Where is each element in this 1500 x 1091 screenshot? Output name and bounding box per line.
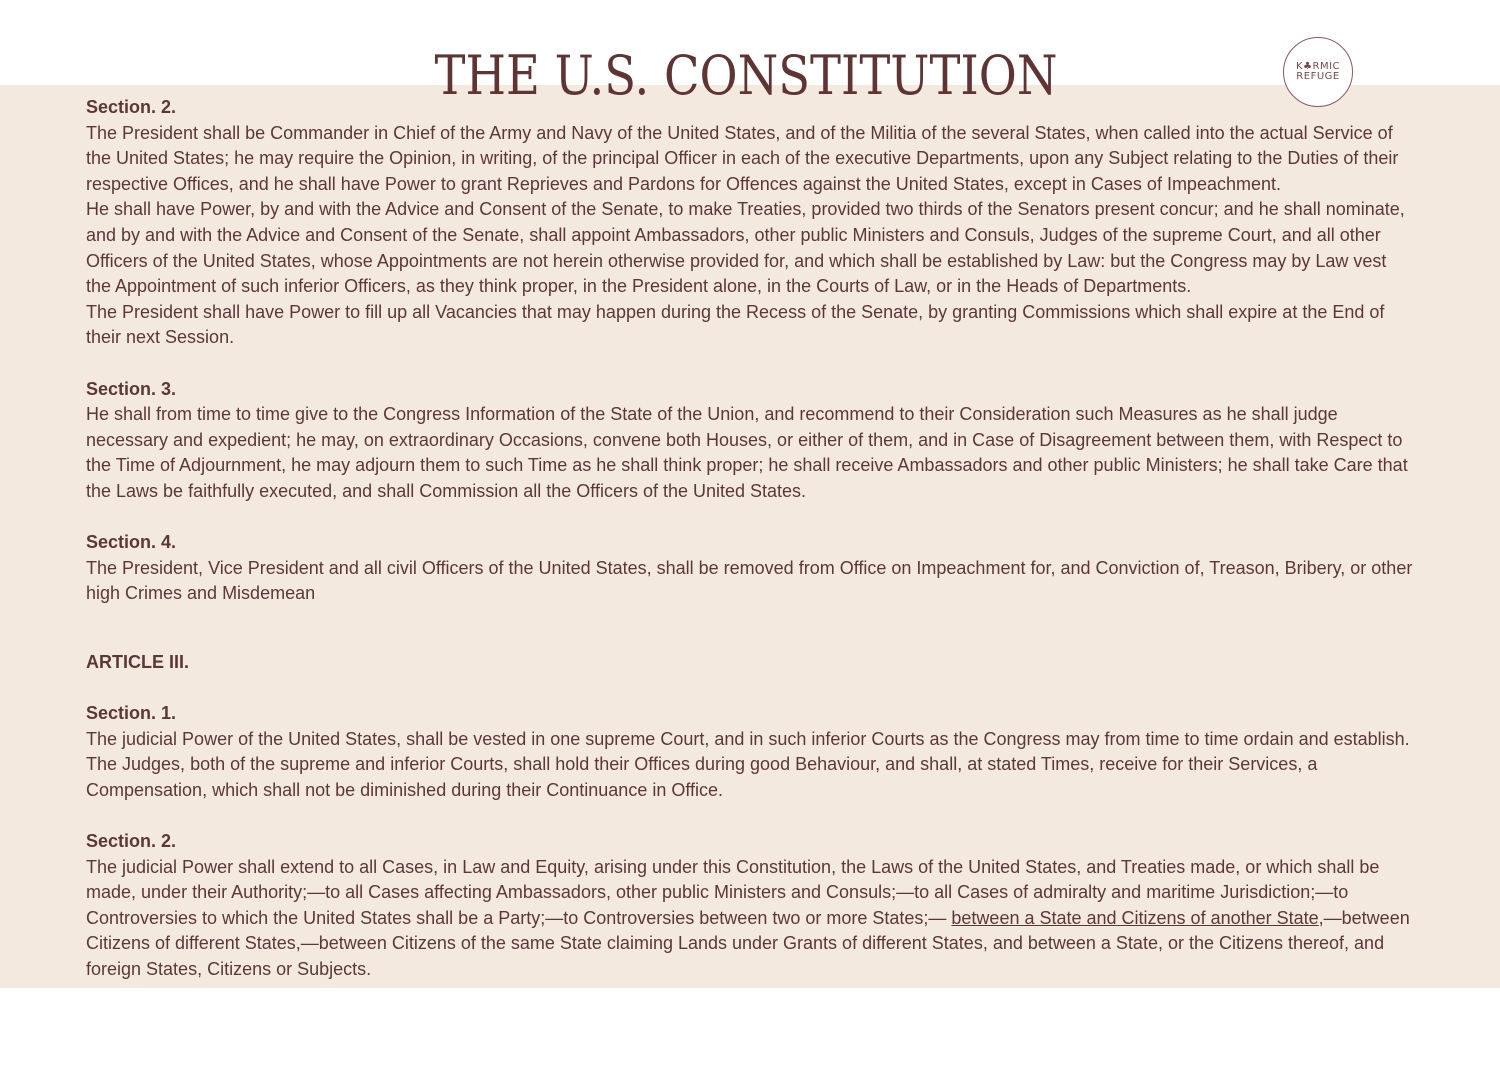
section-paragraph: The President, Vice President and all civil Officers of the United States, shall be removed from Office on Impeachment for, and Conviction of, Treason, Bribery, or other high Crimes and Misdemean [86,557,1413,604]
section-heading: Section. 3. [86,378,177,399]
article-heading: ARTICLE III. [86,651,189,672]
section-paragraph [86,855,1416,983]
section-paragraph: He shall have Power, by and with the Advice and Consent of the Senate, to make Treaties, provided two thirds of the Senators present concur; and he shall nominate, and by and with the Advice and Consent of the Senate, shall appoint Ambassadors, other public Ministers and Consuls, Judges of the supreme Court, and all other Officers of the United States, whose Appointments are not herein otherwise provided for, and which shall be established by Law: but the Congress may by Law vest the Appointment of such inferior Officers, as they think proper, in the President alone, in the Courts of Law, or in the Heads of Departments. [86,199,1405,297]
section-paragraph: He shall from time to time give to the Congress Information of the State of the Union, and recommend to their Consideration such Measures as he shall judge necessary and expedient; he may, on extraordinary Occasions, convene both Houses, or either of them, and in Case of Disagreement between them, with Respect to the Time of Adjournment, he may adjourn them to such Time as he shall think proper; he shall receive Ambassadors and other public Ministers; he shall take Care that the Laws be faithfully executed, and shall Commission all the Officers of the United States. [86,404,1408,501]
paragraph-text: ,—between Citizens of different States,—between Citizens of the same State claiming Lands under Grants of different States, and between a State, or the Citizens thereof, and foreign States, Citizens or Subjects. [86,907,1410,979]
logo-text-line2: REFUGE [1296,71,1340,82]
underlined-phrase: between a State and Citizens of another State [951,907,1319,928]
section-paragraph: The President shall be Commander in Chief of the Army and Navy of the United States, and of the Militia of the several States, when called into the actual Service of the United States; he may require the Opinion, in writing, of the principal Officer in each of the executive Departments, upon any Subject relating to the Duties of their respective Offices, and he shall have Power to grant Reprieves and Pardons for Offences against the United States, except in Cases of Impeachment. [86,122,1399,194]
paragraph-text: The judicial Power shall extend to all Cases, in Law and Equity, arising under this Constitution, the Laws of the United States, and Treaties made, or which shall be made, under their Authority;—to all Cases affecting Ambassadors, other public Ministers and Consuls;—to all Cases of admiralty and maritime Jurisdiction;—to Controversies to which the United States shall be a Party;—to Controversies between two or more States;— [86,856,1380,928]
page-title: THE U.S. CONSTITUTION [434,44,1058,107]
section-heading: Section. 2. [86,831,177,852]
section-heading: Section. 4. [86,532,177,553]
section-heading: Section. 2. [86,97,177,117]
section-heading: Section. 1. [86,703,177,724]
document-body [86,95,1416,983]
section-paragraph: The President shall have Power to fill up all Vacancies that may happen during the Recess of the Senate, by granting Commissions which shall expire at the End of their next Session. [86,301,1385,348]
logo-text-line1: K♣RMIC [1295,61,1341,72]
section-paragraph: The judicial Power of the United States, shall be vested in one supreme Court, and in such inferior Courts as the Congress may from time to time ordain and establish. The Judges, both of the supreme and inferior Courts, shall hold their Offices during good Behaviour, and shall, at stated Times, receive for their Services, a Compensation, which shall not be diminished during their Continuance in Office. [86,728,1410,800]
